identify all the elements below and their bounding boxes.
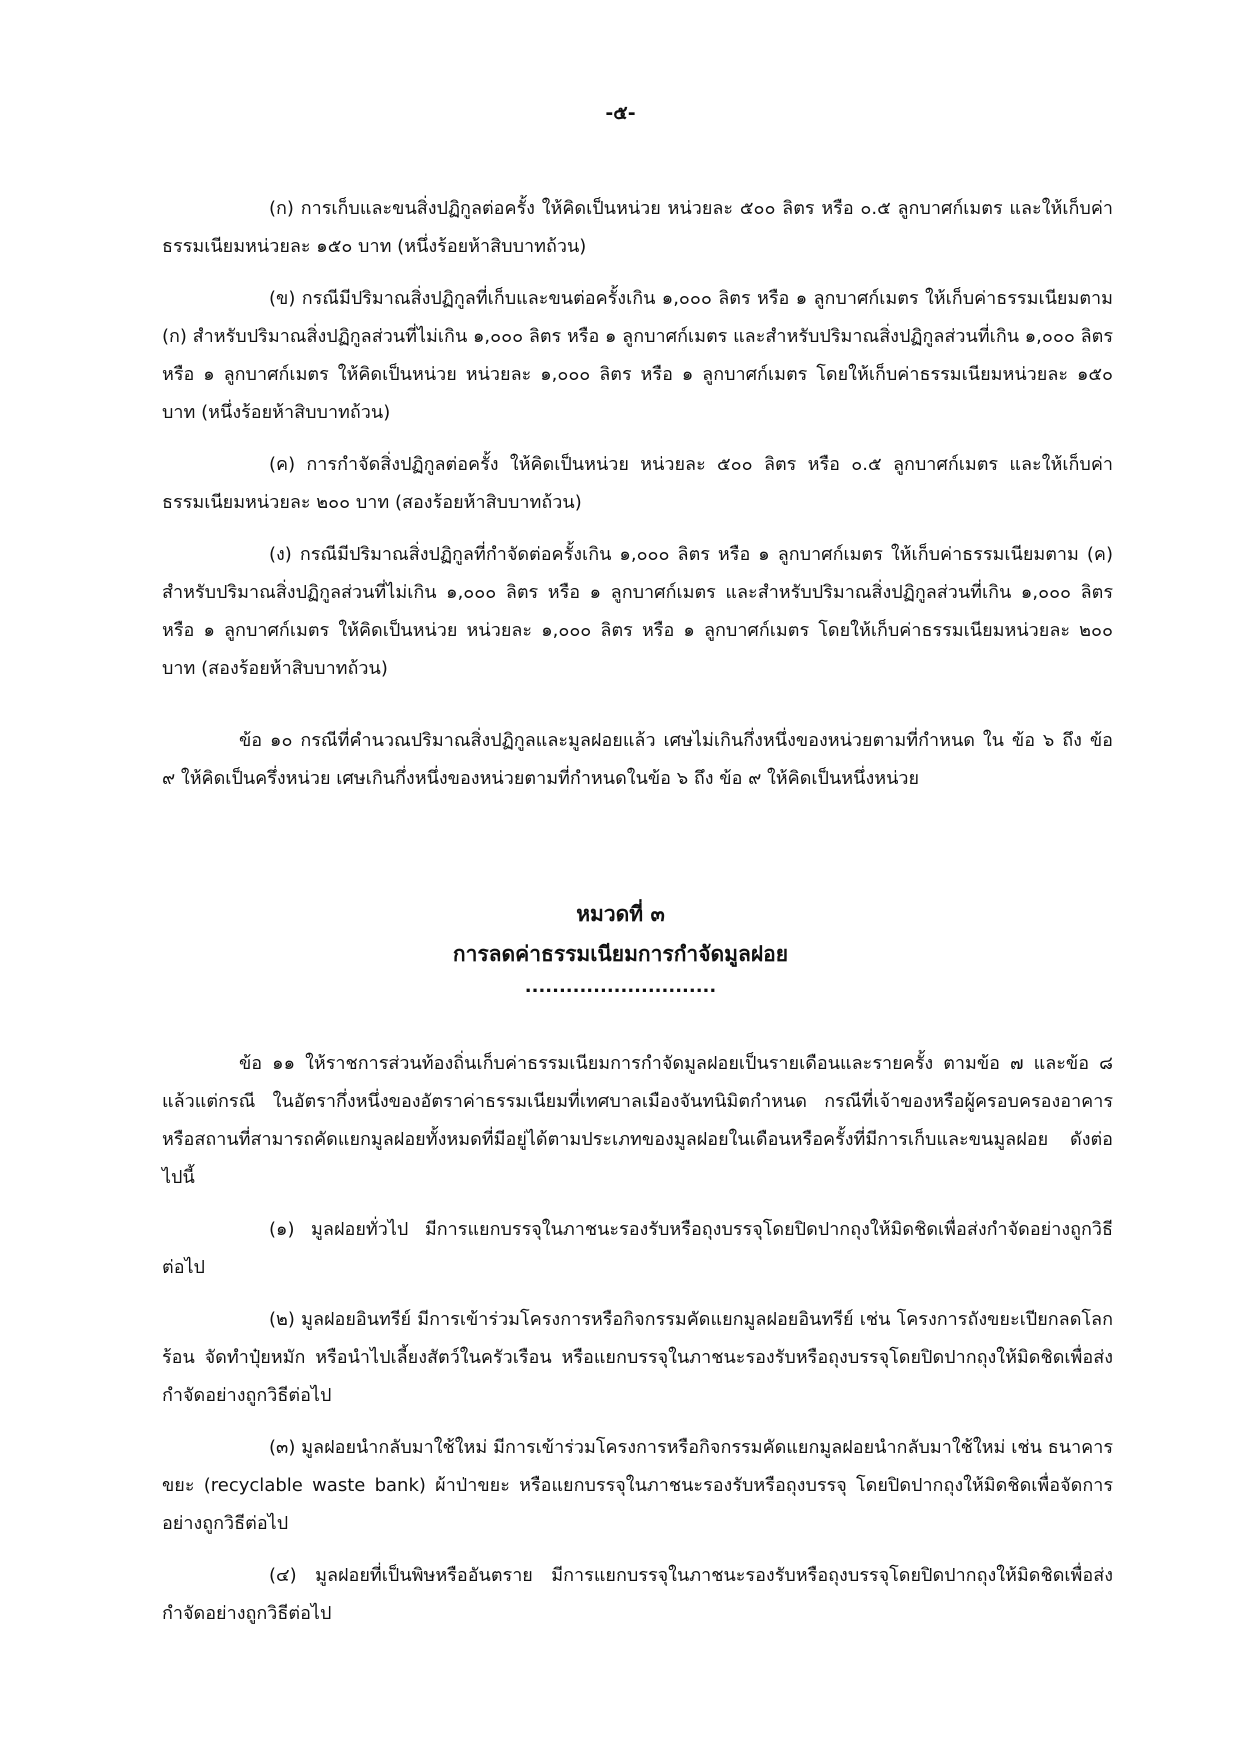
chapter-title: หมวดที่ ๓ xyxy=(576,902,665,926)
clause-10: ข้อ ๑๐ กรณีที่คำนวณปริมาณสิ่งปฏิกูลและมูลฝอยแล้ว เศษไม่เกินกึ่งหนึ่งของหน่วยตามที่กำหนด ใน ข้อ ๖ ถึง ข้อ ๙ ให้คิดเป็นครึ่งหน่วย เศษเกินกึ่งหนึ่งของหน่วยตามที่กำหนดในข้อ ๖ ถึง ข้อ ๙ ให้คิดเป็นหนึ่งหน่วย xyxy=(162,730,1113,789)
clause-11-block xyxy=(162,1045,1113,1633)
clause-11: ข้อ ๑๑ ให้ราชการส่วนท้องถิ่นเก็บค่าธรรมเนียมการกำจัดมูลฝอยเป็นรายเดือนและรายครั้ง ตามข้อ ๗ และข้อ ๘ แล้วแต่กรณี ในอัตรากึ่งหนึ่งของอัตราค่าธรรมเนียมที่เทศบาลเมืองจันทนิมิตกำหนด กรณีที่เจ้าของหรือผู้ครอบครองอาคารหรือสถานที่สามารถคัดแยกมูลฝอยทั้งหมดที่มีอยู่ได้ตามประเภทของมูลฝอยในเดือนหรือครั้งที่มีการเก็บและขนมูลฝอย ดังต่อไปนี้ xyxy=(162,1053,1113,1188)
paragraph-kho: (ข) กรณีมีปริมาณสิ่งปฏิกูลที่เก็บและขนต่อครั้งเกิน ๑,๐๐๐ ลิตร หรือ ๑ ลูกบาศก์เมตร ให้เก็บค่าธรรมเนียมตาม (ก) สำหรับปริมาณสิ่งปฏิกูลส่วนที่ไม่เกิน ๑,๐๐๐ ลิตร หรือ ๑ ลูกบาศก์เมตร และสำหรับปริมาณสิ่งปฏิกูลส่วนที่เกิน ๑,๐๐๐ ลิตร หรือ ๑ ลูกบาศก์เมตร ให้คิดเป็นหน่วย หน่วยละ ๑,๐๐๐ ลิตร หรือ ๑ ลูกบาศก์เมตร โดยให้เก็บค่าธรรมเนียมหน่วยละ ๑๕๐ บาท (หนึ่งร้อยห้าสิบบาทถ้วน) xyxy=(162,288,1113,423)
chapter-separator: ............................ xyxy=(524,976,717,997)
paragraph-ngo: (ง) กรณีมีปริมาณสิ่งปฏิกูลที่กำจัดต่อครั้งเกิน ๑,๐๐๐ ลิตร หรือ ๑ ลูกบาศก์เมตร ให้เก็บค่าธรรมเนียมตาม (ค) สำหรับปริมาณสิ่งปฏิกูลส่วนที่ไม่เกิน ๑,๐๐๐ ลิตร หรือ ๑ ลูกบาศก์เมตร และสำหรับปริมาณสิ่งปฏิกูลส่วนที่เกิน ๑,๐๐๐ ลิตร หรือ ๑ ลูกบาศก์เมตร ให้คิดเป็นหน่วย หน่วยละ ๑,๐๐๐ ลิตร หรือ ๑ ลูกบาศก์เมตร โดยให้เก็บค่าธรรมเนียมหน่วยละ ๒๐๐ บาท (สองร้อยห้าสิบบาทถ้วน) xyxy=(162,544,1113,679)
clause-10-block xyxy=(162,722,1113,798)
paragraph-ko: (ก) การเก็บและขนสิ่งปฏิกูลต่อครั้ง ให้คิดเป็นหน่วย หน่วยละ ๕๐๐ ลิตร หรือ ๐.๕ ลูกบาศก์เมตร และให้เก็บค่าธรรมเนียมหน่วยละ ๑๕๐ บาท (หนึ่งร้อยห้าสิบบาทถ้วน) xyxy=(162,198,1113,257)
page-number: -๕- xyxy=(605,102,636,124)
chapter-subtitle: การลดค่าธรรมเนียมการกำจัดมูลฝอย xyxy=(452,942,789,966)
paragraph-kho-khwai: (ค) การกำจัดสิ่งปฏิกูลต่อครั้ง ให้คิดเป็นหน่วย หน่วยละ ๕๐๐ ลิตร หรือ ๐.๕ ลูกบาศก์เมตร และให้เก็บค่าธรรมเนียมหน่วยละ ๒๐๐ บาท (สองร้อยห้าสิบบาทถ้วน) xyxy=(162,454,1113,513)
clause-11-item-2: (๒) มูลฝอยอินทรีย์ มีการเข้าร่วมโครงการหรือกิจกรรมคัดแยกมูลฝอยอินทรีย์ เช่น โครงการถังขยะเปียกลดโลกร้อน จัดทำปุ๋ยหมัก หรือนำไปเลี้ยงสัตว์ในครัวเรือน หรือแยกบรรจุในภาชนะรองรับหรือถุงบรรจุโดยปิดปากถุงให้มิดชิดเพื่อส่งกำจัดอย่างถูกวิธีต่อไป xyxy=(162,1309,1113,1406)
clause-11-item-4: (๔) มูลฝอยที่เป็นพิษหรืออันตราย มีการแยกบรรจุในภาชนะรองรับหรือถุงบรรจุโดยปิดปากถุงให้มิดชิดเพื่อส่งกำจัดอย่างถูกวิธีต่อไป xyxy=(162,1565,1113,1624)
fee-paragraphs xyxy=(162,190,1113,688)
clause-11-item-1: (๑) มูลฝอยทั่วไป มีการแยกบรรจุในภาชนะรองรับหรือถุงบรรจุโดยปิดปากถุงให้มิดชิดเพื่อส่งกำจัดอย่างถูกวิธีต่อไป xyxy=(162,1219,1113,1278)
clause-11-item-3: (๓) มูลฝอยนำกลับมาใช้ใหม่ มีการเข้าร่วมโครงการหรือกิจกรรมคัดแยกมูลฝอยนำกลับมาใช้ใหม่ เช่น ธนาคารขยะ (recyclable waste bank) ผ้าป่าขยะ หรือแยกบรรจุในภาชนะรองรับหรือถุงบรรจุ โดยปิดปากถุงให้มิดชิดเพื่อจัดการอย่างถูกวิธีต่อไป xyxy=(162,1437,1113,1534)
